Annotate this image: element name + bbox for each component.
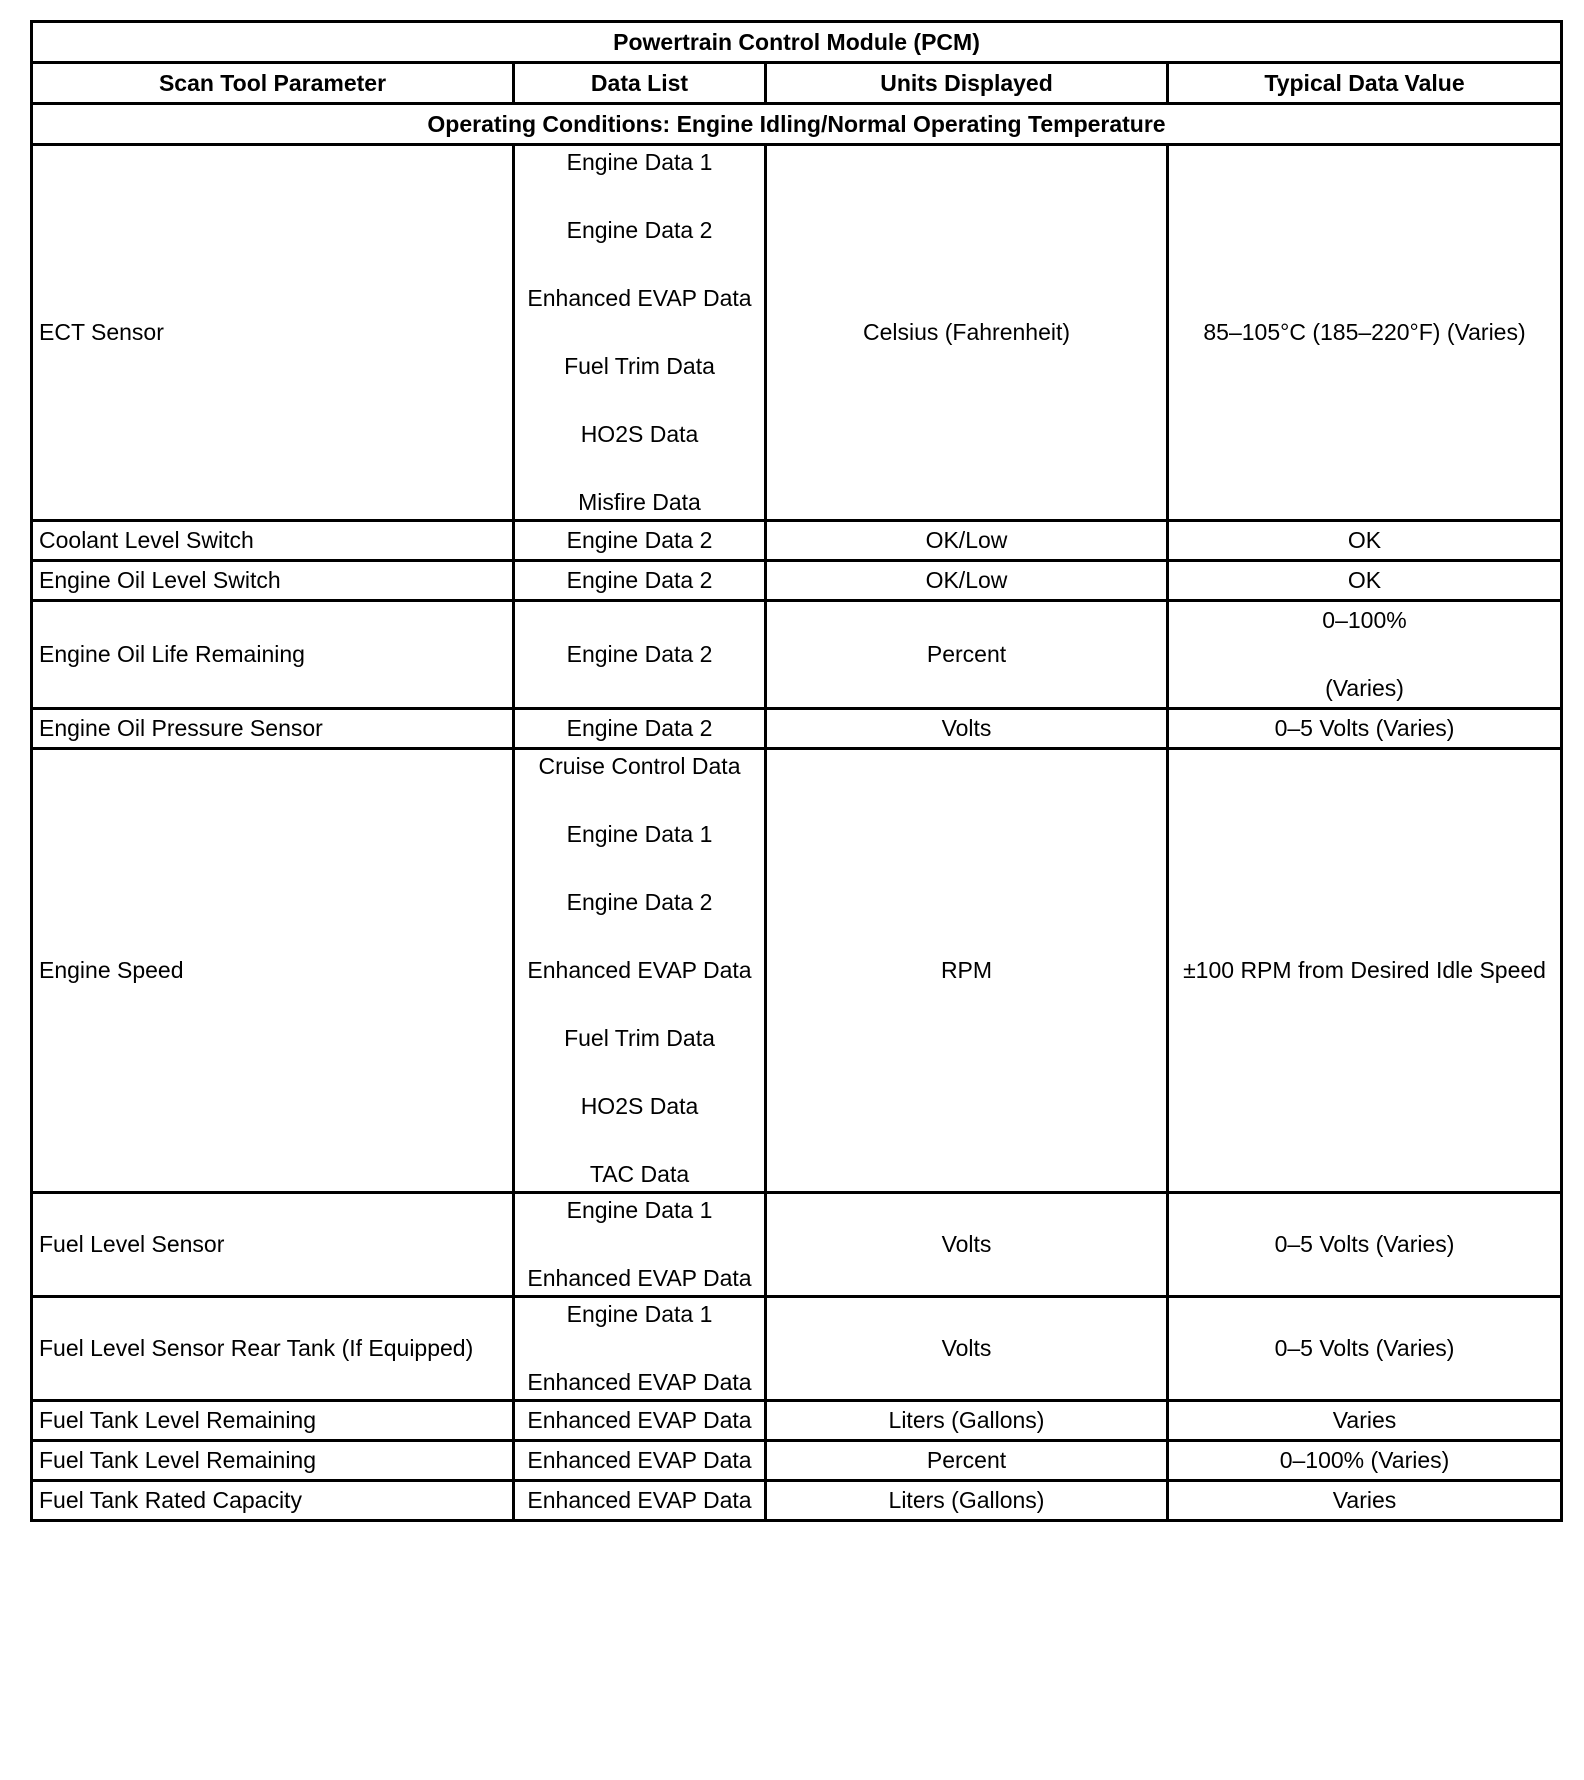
- scan-tool-parameter-cell: Fuel Level Sensor: [32, 1193, 514, 1297]
- data-list-item: Engine Data 2: [566, 567, 713, 593]
- table-row: [32, 1441, 1562, 1481]
- typical-value-text: 0–5 Volts (Varies): [1274, 1231, 1455, 1257]
- table-header-row: [32, 63, 1562, 104]
- data-list-item: HO2S Data: [580, 1093, 699, 1119]
- units-displayed-cell: Volts: [766, 1297, 1168, 1401]
- header-scan-tool-parameter: Scan Tool Parameter: [32, 63, 514, 104]
- table-title-row: [32, 22, 1562, 63]
- typical-value-text: 85–105°C (185–220°F) (Varies): [1203, 319, 1526, 345]
- typical-data-value-cell: [1168, 1193, 1562, 1297]
- data-list-item: Fuel Trim Data: [564, 1025, 715, 1051]
- data-list-item: Enhanced EVAP Data: [527, 285, 752, 311]
- table-row: [32, 521, 1562, 561]
- typical-value-text: ±100 RPM from Desired Idle Speed: [1183, 957, 1546, 983]
- data-list-item: Engine Data 1: [566, 1197, 713, 1223]
- scan-tool-parameter-cell: Engine Oil Life Remaining: [32, 601, 514, 709]
- scan-tool-parameter-cell: Fuel Level Sensor Rear Tank (If Equipped): [32, 1297, 514, 1401]
- typical-data-value-cell: [1168, 709, 1562, 749]
- typical-value-text: 0–5 Volts (Varies): [1274, 715, 1455, 741]
- table-row: [32, 561, 1562, 601]
- scan-tool-parameter-cell: Engine Speed: [32, 749, 514, 1193]
- typical-value-text: (Varies): [1325, 675, 1404, 701]
- data-list-item: Misfire Data: [578, 489, 701, 515]
- typical-value-text: OK: [1347, 527, 1382, 553]
- data-list-cell: [514, 709, 766, 749]
- operating-conditions: Operating Conditions: Engine Idling/Normal Operating Temperature: [32, 104, 1562, 145]
- typical-data-value-cell: [1168, 1297, 1562, 1401]
- scan-tool-parameter-cell: Coolant Level Switch: [32, 521, 514, 561]
- units-displayed-cell: Volts: [766, 1193, 1168, 1297]
- data-list-item: Engine Data 2: [566, 217, 713, 243]
- table-row: [32, 1193, 1562, 1297]
- header-typical-data-value: Typical Data Value: [1168, 63, 1562, 104]
- data-list-cell: [514, 145, 766, 521]
- operating-conditions-row: [32, 104, 1562, 145]
- typical-value-text: 0–100%: [1322, 607, 1407, 633]
- data-list-item: Engine Data 1: [566, 821, 713, 847]
- units-displayed-cell: RPM: [766, 749, 1168, 1193]
- data-list-cell: [514, 561, 766, 601]
- data-list-cell: [514, 1441, 766, 1481]
- typical-value-text: 0–100% (Varies): [1279, 1447, 1450, 1473]
- units-displayed-cell: Volts: [766, 709, 1168, 749]
- data-list-item: Engine Data 1: [566, 1301, 713, 1327]
- table-row: [32, 1401, 1562, 1441]
- units-displayed-cell: Liters (Gallons): [766, 1401, 1168, 1441]
- table-row: [32, 749, 1562, 1193]
- data-list-item: Engine Data 2: [566, 641, 713, 667]
- scan-tool-parameter-cell: Fuel Tank Level Remaining: [32, 1401, 514, 1441]
- data-list-cell: [514, 1401, 766, 1441]
- scan-tool-parameter-cell: Engine Oil Level Switch: [32, 561, 514, 601]
- data-list-cell: [514, 521, 766, 561]
- data-list-item: Enhanced EVAP Data: [527, 1407, 752, 1433]
- data-list-item: Enhanced EVAP Data: [527, 1447, 752, 1473]
- data-list-item: Enhanced EVAP Data: [527, 1265, 752, 1291]
- typical-value-text: Varies: [1332, 1407, 1397, 1433]
- data-list-cell: [514, 749, 766, 1193]
- data-list-cell: [514, 1193, 766, 1297]
- table-title: Powertrain Control Module (PCM): [32, 22, 1562, 63]
- units-displayed-cell: OK/Low: [766, 521, 1168, 561]
- units-displayed-cell: Celsius (Fahrenheit): [766, 145, 1168, 521]
- table-body: [32, 145, 1562, 1521]
- typical-value-text: Varies: [1332, 1487, 1397, 1513]
- data-list-item: Cruise Control Data: [538, 753, 741, 779]
- table-row: [32, 1481, 1562, 1521]
- data-list-item: Engine Data 2: [566, 527, 713, 553]
- typical-data-value-cell: [1168, 561, 1562, 601]
- data-list-item: Enhanced EVAP Data: [527, 957, 752, 983]
- units-displayed-cell: Liters (Gallons): [766, 1481, 1168, 1521]
- header-units-displayed: Units Displayed: [766, 63, 1168, 104]
- data-list-item: HO2S Data: [580, 421, 699, 447]
- units-displayed-cell: Percent: [766, 1441, 1168, 1481]
- scan-tool-parameter-cell: Fuel Tank Level Remaining: [32, 1441, 514, 1481]
- data-list-item: TAC Data: [589, 1161, 690, 1187]
- data-list-item: Fuel Trim Data: [564, 353, 715, 379]
- typical-data-value-cell: [1168, 1441, 1562, 1481]
- table-row: [32, 601, 1562, 709]
- data-list-cell: [514, 1481, 766, 1521]
- typical-data-value-cell: [1168, 601, 1562, 709]
- data-list-item: Enhanced EVAP Data: [527, 1369, 752, 1395]
- data-list-item: Engine Data 1: [566, 149, 713, 175]
- units-displayed-cell: OK/Low: [766, 561, 1168, 601]
- units-displayed-cell: Percent: [766, 601, 1168, 709]
- table-row: [32, 1297, 1562, 1401]
- data-list-item: Engine Data 2: [566, 715, 713, 741]
- table-row: [32, 709, 1562, 749]
- typical-value-text: OK: [1347, 567, 1382, 593]
- data-list-cell: [514, 1297, 766, 1401]
- typical-data-value-cell: [1168, 1481, 1562, 1521]
- scan-tool-parameter-cell: ECT Sensor: [32, 145, 514, 521]
- typical-value-text: 0–5 Volts (Varies): [1274, 1335, 1455, 1361]
- typical-data-value-cell: [1168, 1401, 1562, 1441]
- pcm-data-table-document: [30, 20, 1560, 1522]
- scan-tool-parameter-cell: Engine Oil Pressure Sensor: [32, 709, 514, 749]
- typical-data-value-cell: [1168, 749, 1562, 1193]
- pcm-data-table: [30, 20, 1563, 1522]
- data-list-item: Engine Data 2: [566, 889, 713, 915]
- scan-tool-parameter-cell: Fuel Tank Rated Capacity: [32, 1481, 514, 1521]
- typical-data-value-cell: [1168, 145, 1562, 521]
- table-row: [32, 145, 1562, 521]
- data-list-item: Enhanced EVAP Data: [527, 1487, 752, 1513]
- typical-data-value-cell: [1168, 521, 1562, 561]
- data-list-cell: [514, 601, 766, 709]
- header-data-list: Data List: [514, 63, 766, 104]
